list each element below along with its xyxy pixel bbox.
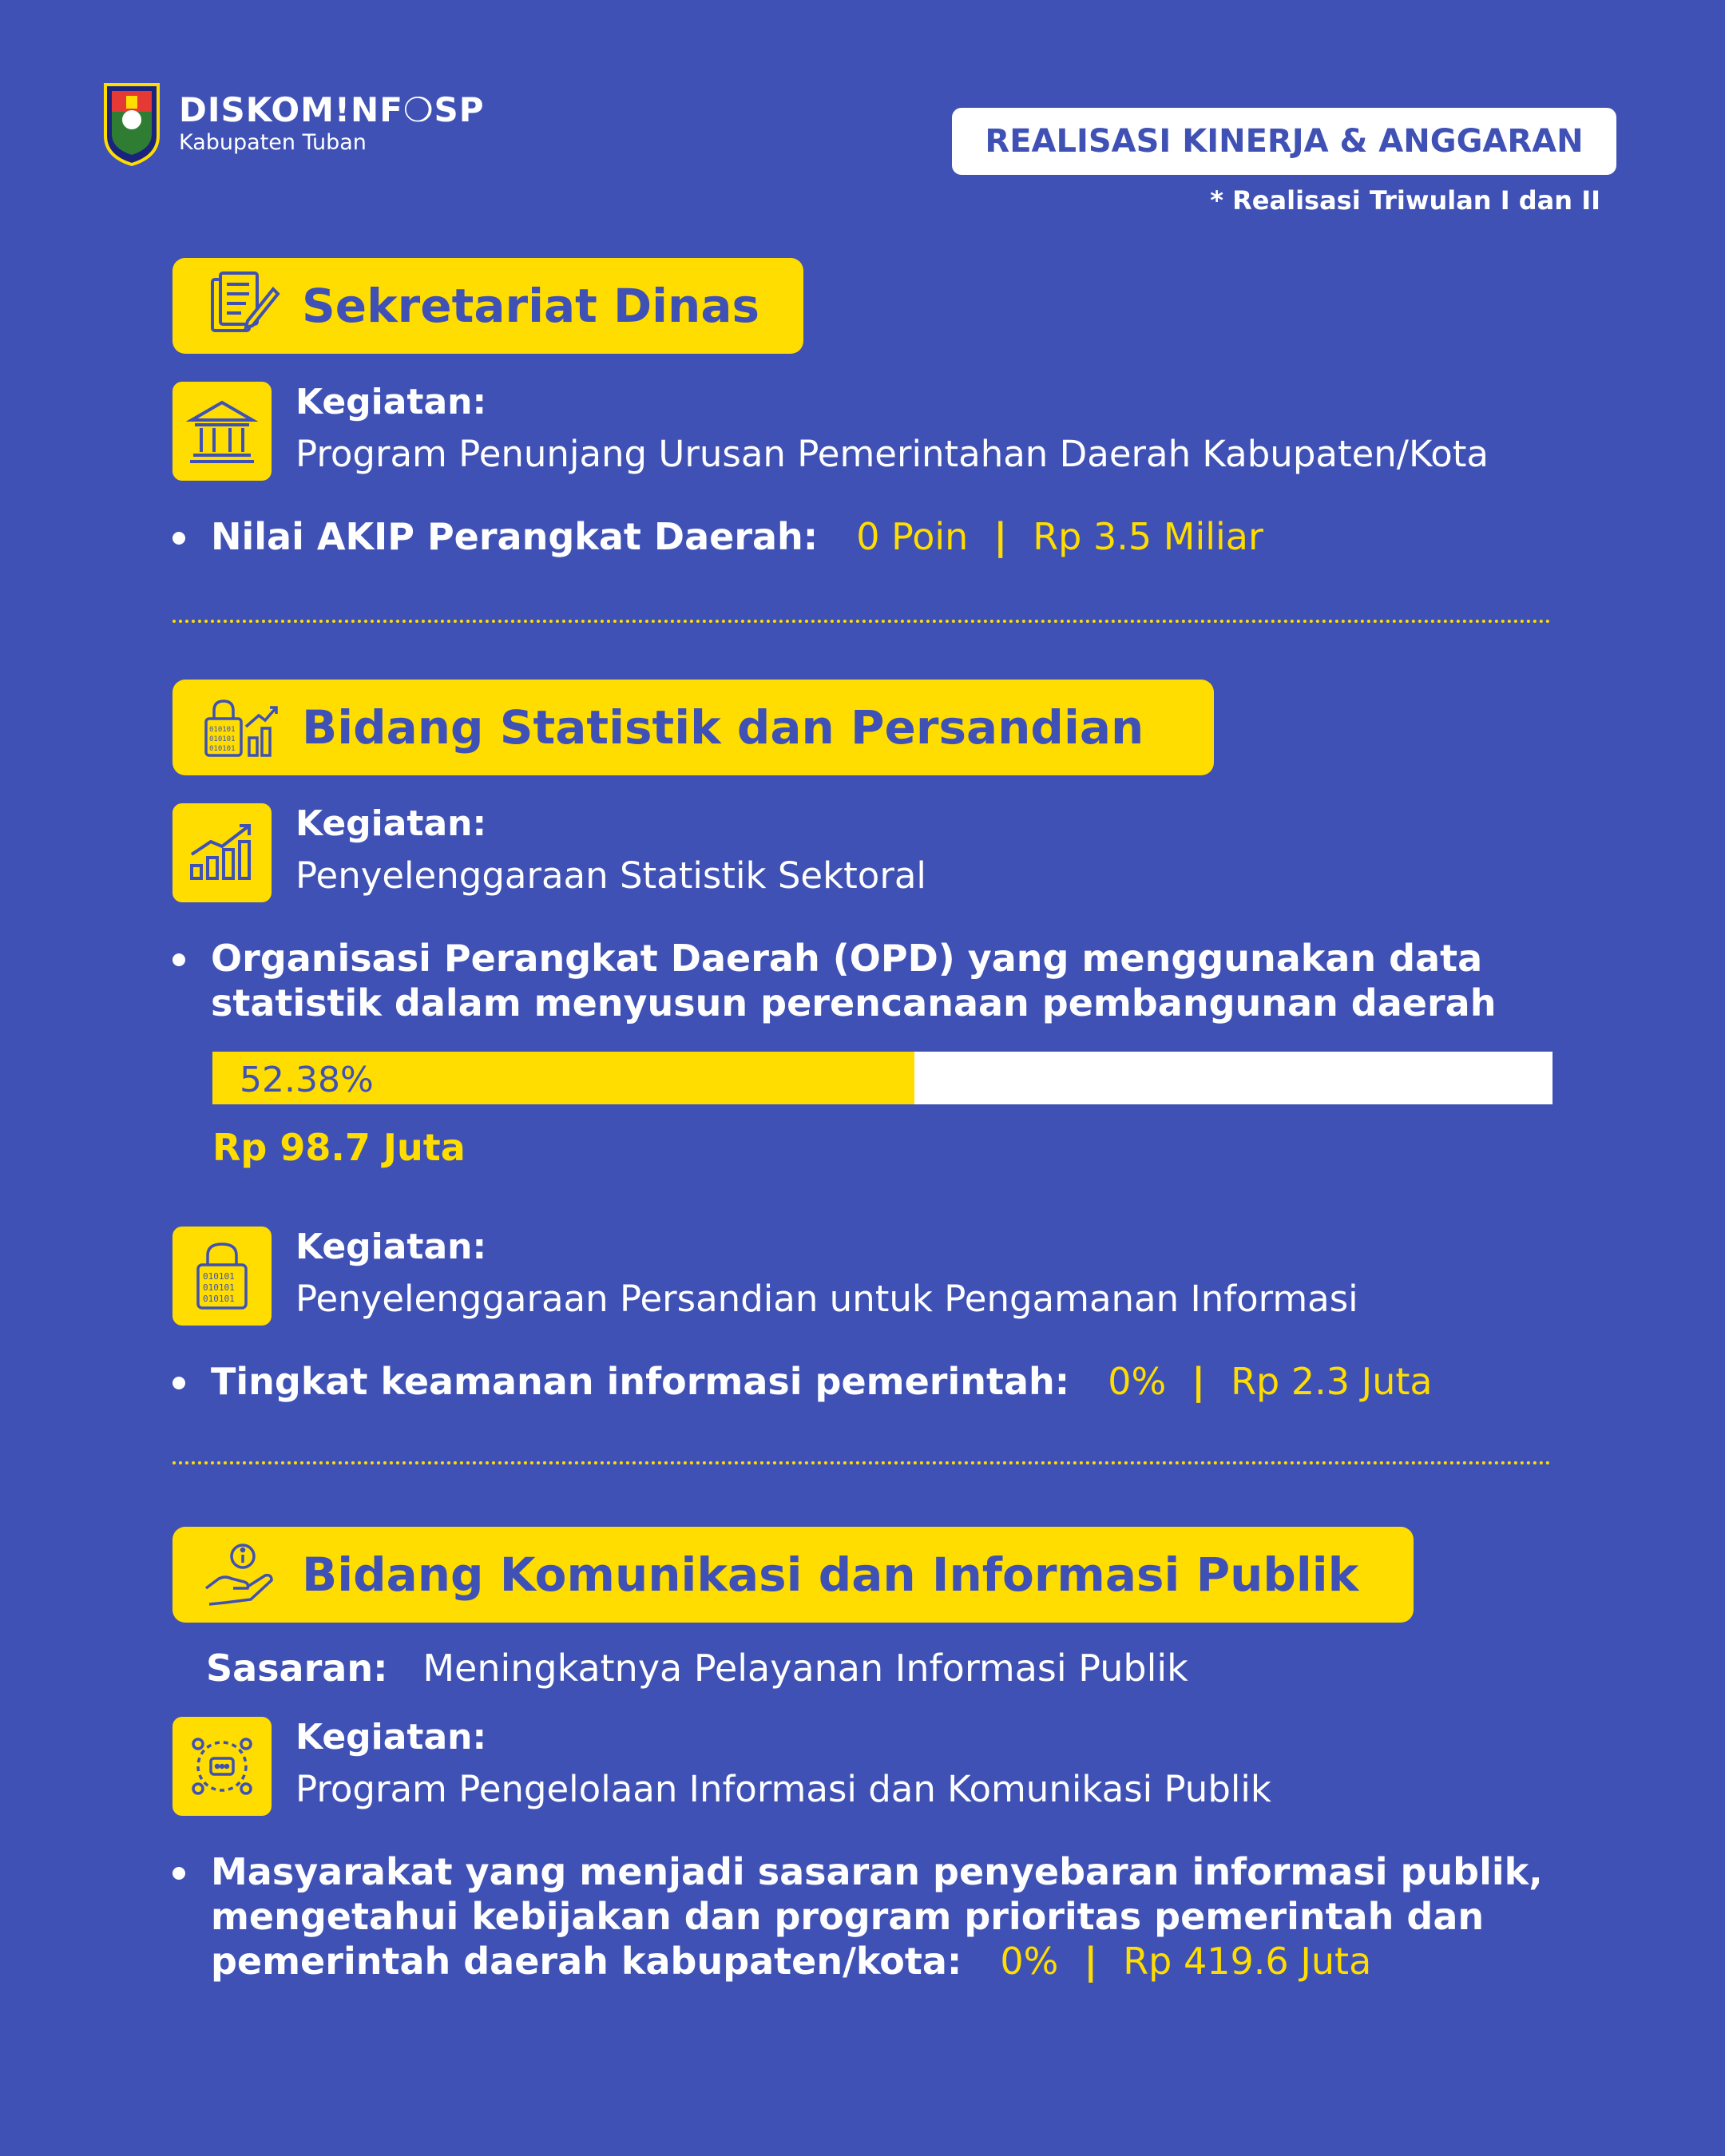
indicator-value: 0 Poin [856,515,969,558]
activity-label: Kegiatan: [295,1717,487,1758]
svg-text:010101: 010101 [203,1294,235,1304]
activity-icon-box [172,803,272,902]
bar-chart-growth-icon [184,814,260,891]
indicator-opd [211,936,1496,1025]
indicator-line: statistik dalam menyusun perencanaan pembangunan daerah [211,981,1497,1024]
page-note: * Realisasi Triwulan I dan II [1210,185,1600,216]
binary-lock-icon [184,1238,260,1314]
target-text: Meningkatnya Pelayanan Informasi Publik [422,1647,1188,1690]
activity-label: Kegiatan: [295,803,487,844]
section-title: Sekretariat Dinas [302,279,760,333]
indicator-label: Tingkat keamanan informasi pemerintah: [211,1360,1070,1403]
svg-text:010101: 010101 [209,735,236,743]
regency-crest-icon [102,80,161,168]
hand-info-icon [201,1539,281,1611]
indicator-value: 0% [1108,1360,1167,1403]
activity-text: Penyelenggaraan Statistik Sektoral [295,854,926,897]
section-title: Bidang Komunikasi dan Informasi Publik [302,1548,1359,1602]
indicator-budget: Rp 3.5 Miliar [1033,515,1263,558]
indicator-line: pemerintah daerah kabupaten/kota: [211,1940,962,1983]
logo-subtitle: Kabupaten Tuban [179,130,367,155]
section-header-komunikasi [172,1527,1414,1623]
separator: | [993,515,1008,558]
bullet [172,1867,185,1880]
target-label: Sasaran: [206,1647,388,1690]
government-building-icon [184,393,260,470]
activity-text: Program Pengelolaan Informasi dan Komunikasi Publik [295,1768,1271,1810]
indicator-budget: Rp 419.6 Juta [1123,1940,1372,1983]
logo-title: DISKOM!NF❍SP [179,90,485,129]
svg-text:010101: 010101 [203,1271,235,1282]
activity-icon-box [172,1227,272,1326]
indicator-label: Nilai AKIP Perangkat Daerah: [211,515,819,558]
activity-label: Kegiatan: [295,1227,487,1267]
lock-chart-icon [201,692,281,763]
progress-label: 52.38% [240,1060,374,1100]
separator: | [1192,1360,1206,1403]
indicator-line: mengetahui kebijakan dan program prioritas pemerintah dan [211,1895,1485,1938]
activity-icon-box [172,1717,272,1816]
bullet [172,1377,185,1389]
page-title: REALISASI KINERJA & ANGGARAN [952,108,1616,175]
separator: | [1084,1940,1098,1983]
bullet [172,953,185,966]
activity-text: Program Penunjang Urusan Pemerintahan Daerah Kabupaten/Kota [295,433,1489,475]
svg-text:010101: 010101 [209,726,236,734]
activity-text: Penyelenggaraan Persandian untuk Pengamanan Informasi [295,1278,1358,1320]
progress-bar [212,1052,1552,1104]
document-edit-icon [201,270,281,342]
communication-network-icon [184,1728,260,1805]
indicator-keamanan [211,1359,1433,1404]
indicator-masyarakat [211,1849,1543,1984]
indicator-akip [211,514,1263,559]
logo [102,80,485,168]
indicator-line: Masyarakat yang menjadi sasaran penyebaran informasi publik, [211,1850,1543,1893]
target-row [206,1647,1188,1690]
section-header-sekretariat [172,258,803,354]
activity-budget: Rp 98.7 Juta [212,1126,466,1169]
section-divider [172,1461,1551,1464]
activity-label: Kegiatan: [295,382,487,422]
section-divider [172,620,1551,623]
svg-text:010101: 010101 [203,1282,235,1293]
bullet [172,532,185,545]
section-header-statistik [172,680,1214,775]
indicator-value: 0% [1000,1940,1059,1983]
indicator-budget: Rp 2.3 Juta [1231,1360,1433,1403]
activity-icon-box [172,382,272,481]
indicator-line: Organisasi Perangkat Daerah (OPD) yang menggunakan data [211,937,1483,980]
section-title: Bidang Statistik dan Persandian [302,700,1144,755]
svg-text:010101: 010101 [209,745,236,753]
